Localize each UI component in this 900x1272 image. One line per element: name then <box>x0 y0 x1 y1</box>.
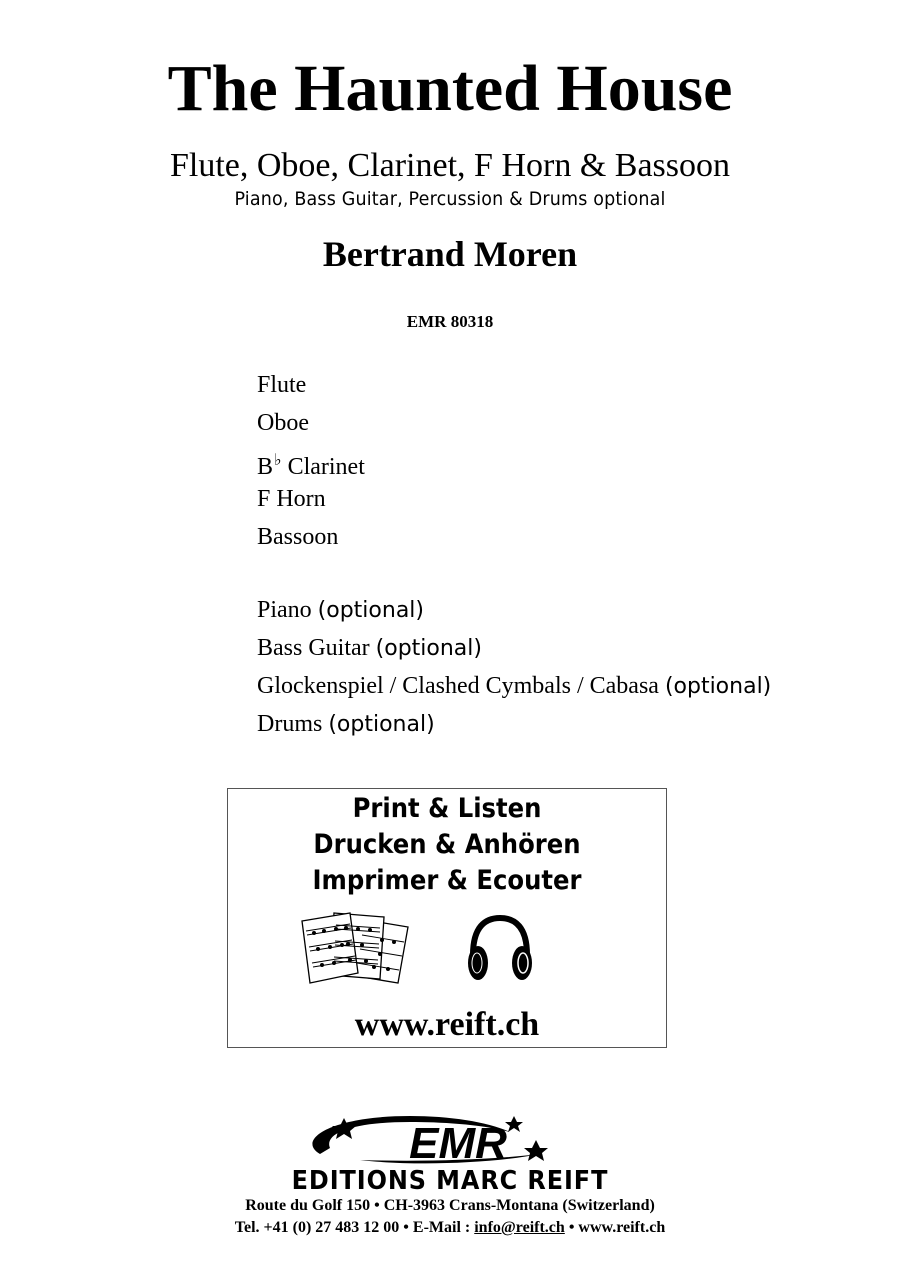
composer-name: Bertrand Moren <box>322 234 578 274</box>
optional-instrument-item: Glockenspiel / Clashed Cymbals / Cabasa (optional) <box>257 673 772 699</box>
catalog-number: EMR 80318 <box>406 312 494 331</box>
instrument-item: Bassoon <box>257 524 339 550</box>
website-link[interactable]: www.reift.ch <box>354 1006 540 1043</box>
instrument-item: Flute <box>257 372 307 398</box>
flat-sign: ♭ <box>274 452 282 469</box>
sheet-music-icon <box>300 909 412 985</box>
instrument-item: F Horn <box>257 486 326 512</box>
publisher-name: EDITIONS MARC REIFT <box>291 1166 609 1196</box>
promo-line-german: Drucken & Anhören <box>313 829 581 860</box>
promo-line-english: Print & Listen <box>352 793 542 824</box>
emr-logo <box>300 1110 600 1166</box>
optional-instrument-item: Drums (optional) <box>257 711 435 737</box>
print-listen-box <box>227 788 667 1048</box>
publisher-address: Route du Golf 150 • CH-3963 Crans-Montana (Switzerland) <box>245 1197 655 1214</box>
promo-line-french: Imprimer & Ecouter <box>312 865 582 896</box>
optional-instrument-item: Bass Guitar (optional) <box>257 635 482 661</box>
publisher-contact: Tel. +41 (0) 27 483 12 00 • E-Mail : info@reift.ch • www.reift.ch <box>234 1219 666 1236</box>
emr-logo-text: EMR <box>409 1119 507 1166</box>
optional-instrument-item: Piano (optional) <box>257 597 424 623</box>
optional-instrumentation-subtitle: Piano, Bass Guitar, Percussion & Drums optional <box>234 188 666 210</box>
main-instrument-list <box>257 370 365 560</box>
optional-instrument-list <box>257 595 771 747</box>
instrumentation-subtitle: Flute, Oboe, Clarinet, F Horn & Bassoon <box>169 147 731 184</box>
instrument-item: Oboe <box>257 410 309 436</box>
website-footer-link[interactable]: • www.reift.ch <box>564 1219 666 1236</box>
headphones-icon <box>465 913 535 985</box>
instrument-item: B♭ Clarinet <box>257 452 365 480</box>
email-link[interactable]: info@reift.ch <box>474 1219 565 1236</box>
page-title: The Haunted House <box>167 52 733 125</box>
